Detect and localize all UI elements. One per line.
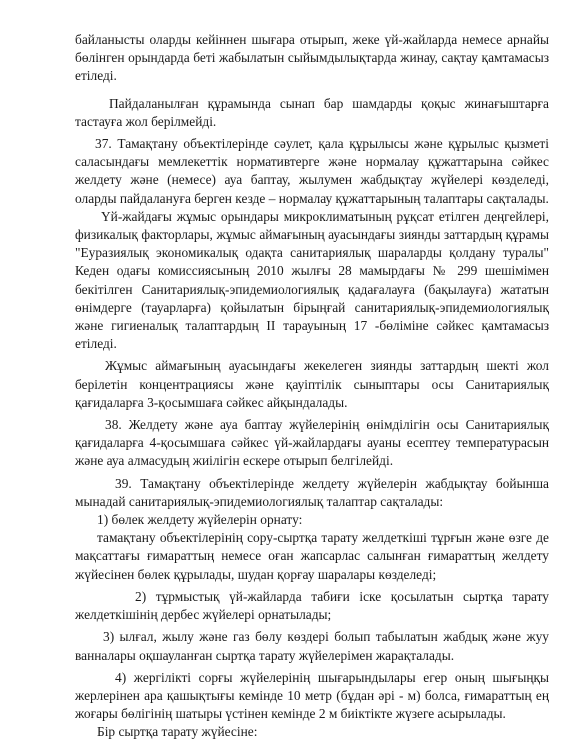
list-item-2: 2) тұрмыстық үй-жайларда табиғи іске қосылатын сыртқа тарату желдеткішінің дербес жүйелері орнатылады; [75,588,549,623]
paragraph-item-39: 39. Тамақтану объектілерінде желдету жүйелерін жабдықтау бойынша мынадай санитариялық-эпидемиологиялық талаптар сақталады: [75,475,549,509]
paragraph-concentration: Жұмыс аймағының ауасындағы жекелеген зиянды заттардың шекті жол берілетін концентрациясы және қауіптілік сыныптары осы Санитариялық қағидаларға 3-қосымшаға сәйкес айқындалады. [75,358,549,410]
paragraph-mercury-lamps: Пайдаланылған құрамында сынап бар шамдарды қоқыс жинағыштарға тастауға жол берілмейді. [75,95,549,129]
paragraph-item-38: 38. Желдету және ауа баптау жүйелерінің өнімділігін осы Санитариялық қағидаларға 4-қосымшаға сәйкес үй-жайлардағы ауаны есептеу температурасын және ауа алмасудың жиілігін ескере отырып белгілейді. [75,417,549,469]
document-body [75,31,549,742]
paragraph-waste-storage: байланысты оларды кейіннен шығара отырып, жеке үй-жайларда немесе арнайы бөлінген орындарда беті жабылатын сыйымдылықтарда жинау, сақтау қамтамасыз етіледі. [75,32,549,84]
paragraph-microclimate: Үй-жайдағы жұмыс орындары микроклиматының рұқсат етілген деңгейлері, физикалық факторлары, жұмыс аймағының ауасындағы зиянды заттардың құрамы "Еуразиялық экономикалық одақта санитариялық шараларды қолдану туралы" Кеден одағы комиссиясының 2010 жылғы 28 мамырдағы № 299 шешімімен бекітілген Санитариялық-эпидемиологиялық қадағалауға (бақылауға) жататын өнімдерге (тауарларға) қойылатын бірыңғай санитариялық-эпидемиологиялық және гигиеналық талаптардың II тарауының 17 -бөліміне сәйкес қамтамасыз етіледі. [75,208,549,352]
list-item-4: 4) жергілікті сорғы жүйелерінің шығарындылары егер оның шығыңқы жерлерінен ара қашықтығы кемінде 10 метр (бұдан әрі - м) болса, ғимараттың ең жоғары бөлігінің шатыры үстінен кемінде 2 м биіктікте жүзеге асырылады. [75,669,549,722]
list-item-3: 3) ылғал, жылу және газ бөлу көздері болып табылатын жабдық және жуу ванналары оқшауланған сыртқа тарату жүйелерімен жарақталады. [75,629,549,663]
paragraph-item-37: 37. Тамақтану объектілерінде сәулет, қала құрылысы және құрылыс қызметі саласындағы мемлекеттік нормативтерге және нормалау құжаттарына сәйкес желдету және (немесе) ауа баптау, жылумен жабдықтау жүйелері көзделеді, оларды пайдалануға берген кезде – нормалау құжаттарының талаптары сақталады. [75,136,549,206]
list-item-1: 1) бөлек желдету жүйелерін орнату: [97,512,303,528]
paragraph-exhaust-separate: тамақтану объектілерінің сору-сыртқа тарату желдеткіші тұрғын және өзге де мақсаттағы ғимараттың немесе оған жапсарлас салынған ғимараттың желдету жүйесінен бөлек құрылады, шудан қорғау шаралары көзделеді; [75,530,549,582]
paragraph-single-exhaust: Бір сыртқа тарату жүйесіне: [97,724,258,740]
